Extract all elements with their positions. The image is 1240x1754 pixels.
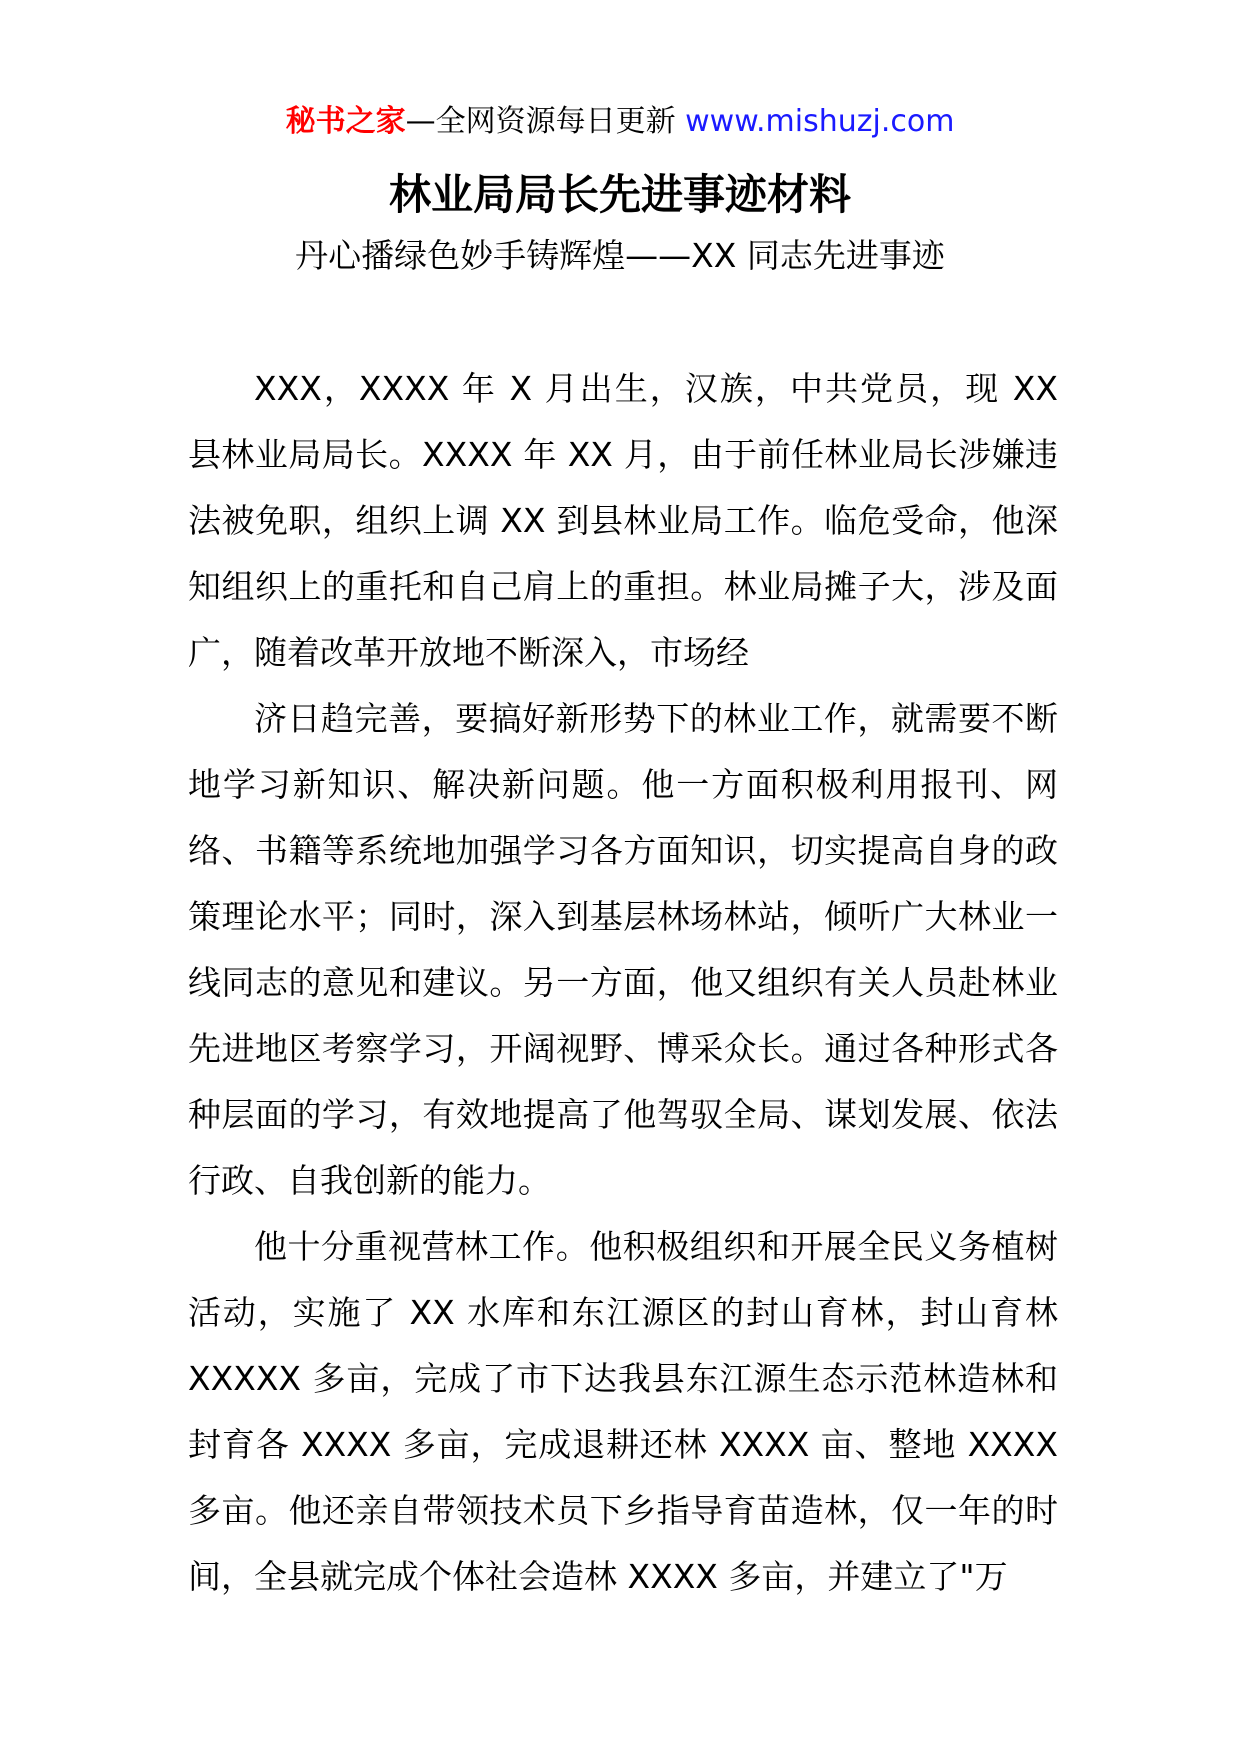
document-title: 林业局局长先进事迹材料 — [388, 170, 851, 219]
header-tagline: —全网资源每日更新 — [405, 104, 686, 139]
paragraph-text: XXX，XXXX 年 X 月出生，汉族，中共党员，现 XX 县林业局局长。XXXX 年 XX 月，由于前任林业局长涉嫌违法被免职，组织上调 XX 到县林业局工作。临危受命，他深知组织上的重托和自己肩上的重担。林业局摊子大，涉及面广，随着改革开放地不断深入，市场经 — [188, 369, 1058, 672]
document-subtitle: 丹心播绿色妙手铸辉煌——XX 同志先进事迹 — [295, 236, 945, 275]
body-paragraph-2 — [188, 686, 1058, 1214]
site-url-link[interactable]: www.mishuzj.com — [685, 104, 955, 139]
brand-name: 秘书之家 — [285, 104, 406, 139]
body-paragraph-1 — [188, 356, 1058, 686]
site-header — [0, 100, 1240, 144]
paragraph-text: 济日趋完善，要搞好新形势下的林业工作，就需要不断地学习新知识、解决新问题。他一方面积极利用报刊、网络、书籍等系统地加强学习各方面知识，切实提高自身的政策理论水平；同时，深入到基层林场林站，倾听广大林业一线同志的意见和建议。另一方面，他又组织有关人员赴林业先进地区考察学习，开阔视野、博采众长。通过各种形式各种层面的学习，有效地提高了他驾驭全局、谋划发展、依法行政、自我创新的能力。 — [188, 699, 1058, 1200]
paragraph-text: 他十分重视营林工作。他积极组织和开展全民义务植树活动，实施了 XX 水库和东江源区的封山育林，封山育林 XXXXX 多亩，完成了市下达我县东江源生态示范林造林和封育各 XXXX 多亩，完成退耕还林 XXXX 亩、整地 XXXX 多亩。他还亲自带领技术员下乡指导育苗造林，仅一年的时间，全县就完成个体社会造林 XXXX 多亩，并建立了"万 — [188, 1227, 1058, 1596]
body-paragraph-3 — [188, 1214, 1058, 1610]
